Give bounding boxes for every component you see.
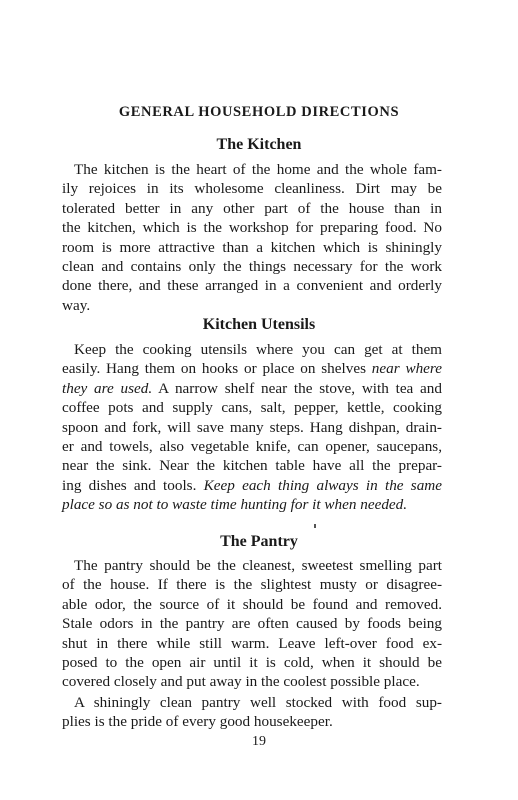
paragraph-pantry-2 bbox=[62, 693, 442, 732]
text-line bbox=[62, 359, 442, 378]
text-line: done there, and these arranged in a convenient and orderly bbox=[62, 277, 442, 295]
text-line: able odor, the source of it should be found and removed. bbox=[62, 595, 442, 613]
text-line: er and towels, also vegetable knife, can opener, saucepans, bbox=[62, 438, 442, 456]
text-line: Keep the cooking utensils where you can get at them bbox=[74, 341, 442, 358]
text-line: coffee pots and supply cans, salt, pepper, kettle, cooking bbox=[62, 399, 442, 417]
text-line: ily rejoices in its wholesome cleanliness. Dirt may be bbox=[62, 180, 442, 198]
text-line: spoon and fork, will save many steps. Hang dishpan, drain- bbox=[62, 418, 442, 436]
text-line: clean and contains only the things necessary for the work bbox=[62, 258, 442, 276]
text-line: Stale odors in the pantry are often caused by foods being bbox=[62, 615, 442, 633]
text-line bbox=[62, 495, 442, 514]
text-run: easily. Hang them on hooks or place on shelves bbox=[62, 360, 372, 378]
text-line bbox=[62, 379, 442, 398]
text-line: the kitchen, which is the workshop for preparing food. No bbox=[62, 219, 442, 237]
text-run: ing dishes and tools. bbox=[62, 476, 204, 494]
text-line: A shiningly clean pantry well stocked with food sup- bbox=[74, 694, 442, 711]
text-line: way. bbox=[62, 296, 91, 314]
print-speck bbox=[314, 524, 316, 528]
emphasis-text: near where bbox=[371, 360, 442, 378]
emphasis-text: place so as not to waste time hunting for it when needed. bbox=[62, 496, 408, 514]
paragraph-kitchen bbox=[62, 160, 442, 315]
text-line: shut in there while still warm. Leave left-over food ex- bbox=[62, 634, 442, 652]
running-head: GENERAL HOUSEHOLD DIRECTIONS bbox=[118, 104, 400, 120]
section-heading-kitchen: The Kitchen bbox=[216, 136, 302, 153]
text-line: room is more attractive than a kitchen which is shiningly bbox=[62, 238, 442, 256]
text-run: A narrow shelf near the stove, with tea and bbox=[152, 379, 442, 397]
emphasis-text: they are used. bbox=[62, 379, 153, 397]
emphasis-text: Keep each thing always in the same bbox=[203, 476, 442, 494]
paragraph-pantry-1 bbox=[62, 556, 442, 692]
text-line: posed to the open air until it is cold, when it should be bbox=[62, 654, 442, 672]
paragraph-utensils bbox=[62, 340, 442, 515]
text-line bbox=[62, 476, 442, 495]
text-line: The pantry should be the cleanest, sweetest smelling part bbox=[74, 557, 442, 574]
text-line: of the house. If there is the slightest musty or disagree- bbox=[62, 576, 442, 594]
page-number: 19 bbox=[252, 734, 266, 749]
text-line: near the sink. Near the kitchen table have all the prepar- bbox=[62, 457, 442, 475]
text-line: The kitchen is the heart of the home and the whole fam- bbox=[74, 161, 442, 178]
section-heading-utensils: Kitchen Utensils bbox=[202, 316, 316, 333]
text-line: plies is the pride of every good housekeeper. bbox=[62, 713, 333, 731]
text-line: covered closely and put away in the coolest possible place. bbox=[62, 673, 420, 691]
text-line: tolerated better in any other part of the house than in bbox=[62, 199, 442, 217]
section-heading-pantry: The Pantry bbox=[220, 533, 298, 550]
